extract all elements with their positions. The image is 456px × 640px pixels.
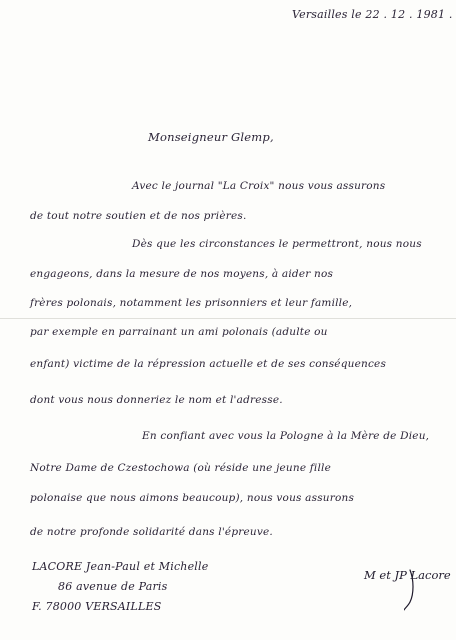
letter-body-line: enfant) victime de la répression actuelle et de ses conséquences	[30, 358, 387, 370]
signature-flourish-icon	[404, 568, 416, 612]
letter-body-line: par exemple en parrainant un ami polonais (adulte ou	[30, 326, 328, 338]
letter-body-line: dont vous nous donneriez le nom et l'adresse.	[30, 394, 283, 406]
letter-body-line: Dès que les circonstances le permettront, nous nous	[132, 238, 422, 250]
sender-street: 86 avenue de Paris	[58, 580, 168, 593]
letter-body-line: polonaise que nous aimons beaucoup), nous vous assurons	[30, 492, 355, 504]
letter-salutation: Monseigneur Glemp,	[148, 130, 274, 144]
paper-fold-line	[0, 318, 456, 319]
sender-name: LACORE Jean-Paul et Michelle	[32, 560, 209, 573]
sender-city: F. 78000 VERSAILLES	[32, 600, 162, 613]
letter-body-line: Notre Dame de Czestochowa (où réside une jeune fille	[30, 462, 331, 474]
letter-body-line: de notre profonde solidarité dans l'épreuve.	[30, 526, 273, 538]
letter-body-line: frères polonais, notamment les prisonniers et leur famille,	[30, 297, 353, 309]
letter-body-line: Avec le journal "La Croix" nous vous assurons	[132, 180, 386, 192]
letter-body-line: En confiant avec vous la Pologne à la Mère de Dieu,	[142, 430, 430, 442]
letter-date: Versailles le 22 . 12 . 1981 .	[292, 8, 453, 21]
handwritten-signature: M et JP Lacore	[364, 568, 451, 582]
letter-body-line: de tout notre soutien et de nos prières.	[30, 210, 247, 222]
letter-body-line: engageons, dans la mesure de nos moyens, à aider nos	[30, 268, 334, 280]
